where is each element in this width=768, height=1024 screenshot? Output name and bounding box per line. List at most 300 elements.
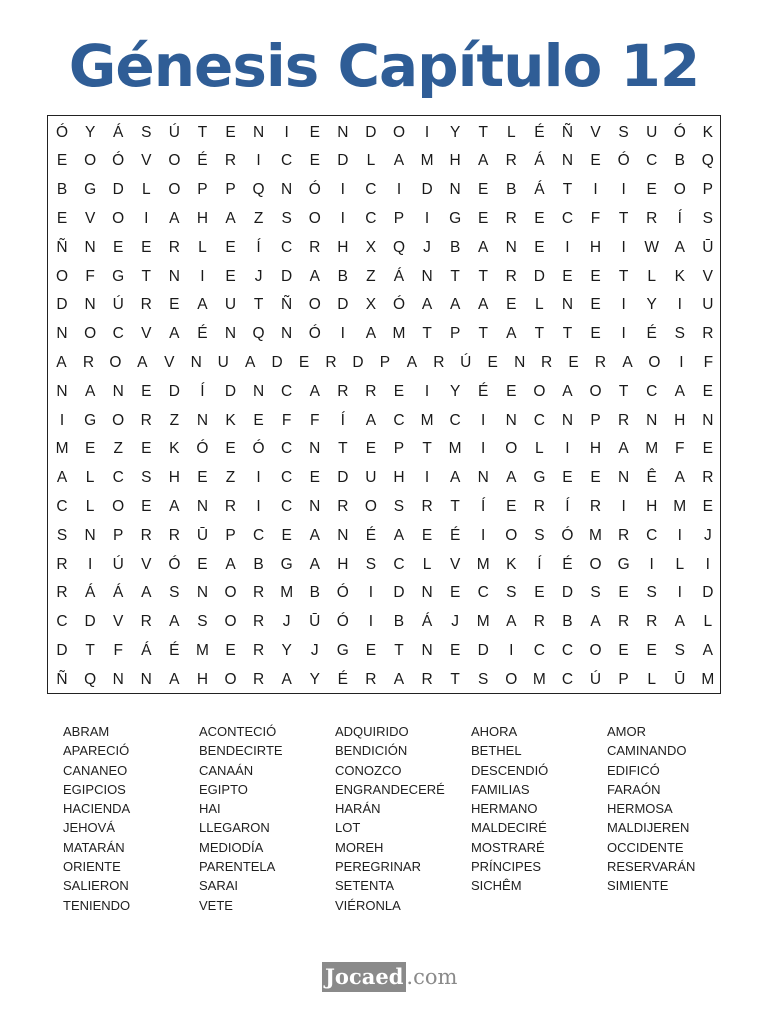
grid-letter: H: [337, 238, 349, 256]
grid-letter: E: [84, 440, 96, 458]
grid-letter: R: [365, 670, 377, 688]
grid-letter: O: [109, 353, 122, 371]
grid-row: [48, 579, 722, 608]
word-item: AHORA: [471, 724, 518, 739]
grid-letter: I: [424, 382, 430, 400]
grid-letter: L: [506, 123, 516, 141]
grid-letter: K: [506, 555, 517, 573]
grid-letter: E: [225, 440, 236, 458]
grid-row: [48, 377, 722, 406]
grid-letter: D: [84, 613, 96, 631]
word-column: [63, 722, 199, 915]
grid-letter: R: [421, 497, 433, 515]
grid-letter: P: [197, 181, 208, 199]
grid-letter: X: [365, 296, 377, 314]
grid-letter: I: [87, 555, 93, 573]
grid-letter: S: [478, 670, 489, 688]
grid-letter: N: [702, 411, 714, 429]
grid-letter: Ó: [196, 440, 209, 458]
grid-letter: R: [646, 209, 658, 227]
grid-letter: I: [256, 497, 261, 515]
word-item: MOSTRARÉ: [471, 839, 545, 855]
grid-letter: D: [477, 641, 489, 659]
word-item: TENIENDO: [63, 897, 131, 913]
grid-letter: T: [478, 123, 488, 141]
grid-letter: O: [308, 296, 321, 314]
grid-letter: É: [534, 123, 545, 141]
grid-letter: K: [702, 123, 713, 141]
logo-name: Jocaed: [322, 962, 406, 992]
grid-letter: N: [421, 267, 433, 285]
grid-letter: A: [309, 382, 320, 400]
grid-letter: O: [224, 584, 237, 602]
grid-letter: T: [478, 325, 488, 343]
word-item: LOT: [335, 820, 361, 836]
grid-letter: F: [85, 267, 95, 285]
grid-letter: Í: [256, 238, 261, 256]
grid-letter: I: [565, 440, 570, 458]
grid-letter: O: [589, 555, 602, 573]
grid-letter: L: [422, 555, 432, 573]
grid-letter: R: [505, 152, 517, 170]
word-item: ORIENTE: [63, 859, 121, 875]
grid-letter: D: [224, 382, 237, 400]
grid-letter: N: [646, 411, 658, 429]
grid-letter: D: [533, 267, 545, 285]
grid-letter: E: [169, 296, 180, 314]
grid-letter: L: [141, 181, 151, 199]
grid-letter: I: [593, 181, 598, 199]
grid-letter: Á: [534, 181, 545, 199]
word-item: EGIPCIOS: [63, 781, 126, 797]
grid-letter: R: [433, 353, 445, 371]
word-item: ACONTECIÓ: [199, 724, 277, 739]
grid-letter: L: [198, 238, 207, 256]
grid-letter: A: [622, 353, 633, 371]
grid-letter: H: [168, 469, 180, 487]
grid-letter: É: [562, 555, 573, 573]
grid-letter: T: [450, 670, 460, 688]
grid-letter: A: [478, 152, 489, 170]
grid-letter: R: [140, 296, 152, 314]
grid-letter: R: [224, 152, 237, 170]
grid-letter: S: [169, 584, 180, 602]
grid-letter: N: [449, 181, 461, 199]
word-item: SARAI: [199, 878, 239, 894]
grid-letter: L: [366, 152, 376, 170]
grid-letter: M: [392, 325, 406, 343]
grid-letter: L: [85, 469, 95, 487]
grid-letter: I: [424, 469, 430, 487]
grid-letter: É: [449, 526, 461, 544]
grid-letter: A: [674, 613, 685, 631]
grid-letter: A: [169, 497, 180, 515]
grid-letter: D: [281, 267, 293, 285]
grid-letter: U: [702, 296, 714, 314]
grid-letter: Á: [421, 613, 433, 631]
word-item: EGIPTO: [199, 781, 248, 797]
grid-letter: P: [449, 325, 461, 343]
grid-letter: I: [340, 325, 345, 343]
grid-letter: R: [224, 497, 237, 515]
grid-letter: G: [617, 555, 630, 573]
grid-letter: A: [449, 469, 461, 487]
grid-letter: N: [196, 584, 209, 602]
grid-letter: Ó: [561, 526, 574, 544]
grid-letter: D: [337, 152, 349, 170]
grid-letter: N: [112, 670, 124, 688]
grid-letter: R: [337, 497, 349, 515]
grid-letter: D: [56, 641, 68, 659]
grid-letter: J: [310, 641, 319, 659]
grid-letter: A: [702, 641, 713, 659]
grid-letter: G: [112, 267, 125, 285]
grid-letter: I: [424, 123, 430, 141]
word-item: CONOZCO: [335, 762, 402, 778]
grid-letter: B: [56, 181, 68, 199]
grid-letter: E: [309, 469, 320, 487]
grid-letter: R: [325, 353, 337, 371]
grid-letter: J: [703, 526, 712, 544]
grid-letter: Ū: [196, 526, 209, 544]
grid-letter: T: [85, 641, 95, 659]
grid-letter: R: [505, 209, 517, 227]
grid-letter: Z: [225, 469, 236, 487]
word-item: EDIFICÓ: [607, 762, 660, 778]
grid-letter: É: [365, 526, 377, 544]
grid-letter: B: [449, 238, 461, 256]
grid-letter: A: [506, 469, 517, 487]
grid-letter: C: [561, 670, 574, 688]
grid-letter: N: [337, 123, 349, 141]
grid-letter: Ú: [589, 670, 602, 688]
grid-letter: V: [141, 555, 152, 573]
word-item: HARÁN: [335, 801, 381, 817]
grid-letter: E: [141, 497, 152, 515]
grid-row: [48, 147, 722, 176]
grid-letter: Ñ: [561, 123, 574, 141]
grid-row: [48, 435, 722, 464]
grid-letter: T: [197, 123, 208, 141]
grid-letter: Y: [449, 382, 461, 400]
grid-letter: Í: [200, 382, 205, 400]
grid-letter: N: [281, 181, 293, 199]
grid-letter: Á: [84, 584, 96, 602]
grid-letter: Ó: [56, 123, 69, 141]
grid-letter: A: [137, 353, 148, 371]
grid-letter: S: [590, 584, 601, 602]
grid-letter: T: [618, 267, 629, 285]
grid-row: [48, 348, 722, 377]
grid-letter: P: [225, 181, 236, 199]
grid-letter: M: [645, 440, 659, 458]
grid-letter: E: [506, 497, 517, 515]
grid-letter: O: [533, 382, 546, 400]
grid-letter: N: [84, 526, 96, 544]
grid-letter: I: [340, 209, 345, 227]
grid-letter: C: [561, 641, 574, 659]
grid-row: [48, 636, 722, 665]
grid-letter: F: [590, 209, 601, 227]
grid-letter: N: [309, 497, 321, 515]
grid-letter: R: [617, 526, 630, 544]
grid-letter: T: [534, 325, 545, 343]
grid-letter: Q: [392, 238, 405, 256]
grid-letter: I: [481, 411, 486, 429]
grid-letter: Ê: [646, 469, 657, 487]
word-item: CANANEO: [63, 762, 128, 778]
grid-letter: E: [618, 584, 629, 602]
grid-letter: R: [252, 641, 265, 659]
grid-letter: Y: [449, 123, 461, 141]
grid-letter: G: [533, 469, 546, 487]
word-item: SIMIENTE: [607, 878, 669, 894]
grid-letter: A: [309, 267, 320, 285]
grid-letter: C: [646, 382, 658, 400]
grid-letter: N: [196, 411, 209, 429]
grid-letter: G: [280, 555, 293, 573]
grid-letter: N: [309, 440, 321, 458]
grid-letter: C: [112, 469, 124, 487]
grid-letter: M: [476, 613, 490, 631]
grid-letter: U: [217, 353, 229, 371]
logo-tld: .com: [406, 965, 458, 989]
grid-letter: I: [677, 526, 682, 544]
grid-letter: R: [140, 613, 152, 631]
grid-row: [48, 521, 722, 550]
grid-letter: N: [190, 353, 202, 371]
grid-letter: U: [224, 296, 237, 314]
grid-letter: N: [281, 325, 293, 343]
grid-letter: C: [56, 497, 68, 515]
grid-letter: N: [224, 325, 237, 343]
grid-letter: T: [422, 325, 432, 343]
grid-letter: P: [393, 209, 405, 227]
grid-letter: E: [702, 497, 713, 515]
grid-letter: É: [646, 325, 657, 343]
grid-letter: Q: [84, 670, 97, 688]
grid-letter: S: [141, 123, 152, 141]
grid-letter: H: [393, 469, 405, 487]
grid-letter: N: [561, 152, 574, 170]
grid-letter: N: [140, 670, 152, 688]
grid-letter: O: [56, 267, 69, 285]
grid-letter: C: [365, 181, 377, 199]
grid-row: [48, 262, 722, 291]
grid-row: [48, 406, 722, 435]
grid-letter: O: [84, 325, 97, 343]
grid-letter: A: [478, 296, 489, 314]
grid-letter: I: [621, 497, 626, 515]
grid-letter: Z: [113, 440, 123, 458]
grid-letter: N: [252, 123, 265, 141]
grid-letter: Q: [252, 325, 265, 343]
grid-letter: D: [352, 353, 364, 371]
grid-letter: R: [252, 613, 265, 631]
grid-letter: E: [646, 641, 657, 659]
word-item: MALDECIRÉ: [471, 820, 547, 836]
grid-letter: C: [393, 555, 405, 573]
grid-letter: T: [450, 267, 460, 285]
word-item: MOREH: [335, 839, 384, 855]
grid-letter: K: [225, 411, 236, 429]
grid-letter: E: [393, 382, 405, 400]
grid-letter: O: [673, 181, 686, 199]
grid-letter: Ó: [617, 152, 630, 170]
grid-letter: I: [340, 181, 345, 199]
grid-letter: C: [112, 325, 124, 343]
grid-letter: F: [310, 411, 320, 429]
grid-letter: E: [56, 152, 68, 170]
grid-letter: V: [84, 209, 96, 227]
grid-letter: P: [590, 411, 601, 429]
grid-letter: L: [647, 267, 656, 285]
grid-letter: C: [561, 209, 574, 227]
grid-letter: O: [224, 670, 237, 688]
grid-letter: Ū: [309, 613, 321, 631]
word-item: BETHEL: [471, 743, 522, 759]
grid-letter: R: [702, 469, 714, 487]
grid-letter: O: [589, 382, 602, 400]
grid-letter: N: [196, 497, 209, 515]
grid-letter: N: [617, 469, 630, 487]
grid-letter: N: [56, 382, 68, 400]
grid-letter: É: [197, 325, 208, 343]
word-item: HACIENDA: [63, 801, 131, 817]
grid-letter: P: [702, 181, 713, 199]
grid-letter: C: [365, 209, 377, 227]
grid-letter: Ó: [336, 584, 349, 602]
grid-letter: A: [393, 670, 405, 688]
grid-letter: D: [271, 353, 283, 371]
grid-letter: C: [646, 152, 658, 170]
grid-letter: D: [421, 181, 433, 199]
grid-letter: S: [506, 584, 517, 602]
grid-letter: T: [562, 181, 573, 199]
grid-letter: C: [281, 497, 293, 515]
grid-letter: R: [533, 497, 545, 515]
grid-letter: E: [590, 325, 601, 343]
grid-letter: I: [481, 526, 486, 544]
grid-letter: P: [618, 670, 629, 688]
grid-letter: N: [561, 411, 574, 429]
grid-letter: K: [169, 440, 180, 458]
grid-letter: I: [509, 641, 514, 659]
grid-letter: M: [55, 440, 69, 458]
grid-letter: I: [284, 123, 289, 141]
grid-letter: D: [337, 469, 349, 487]
word-item: DESCENDIÓ: [471, 762, 549, 778]
grid-letter: E: [702, 382, 713, 400]
grid-letter: É: [169, 641, 180, 659]
grid-letter: B: [337, 267, 348, 285]
grid-letter: E: [113, 238, 124, 256]
grid-letter: L: [675, 555, 685, 573]
grid-letter: V: [702, 267, 713, 285]
grid-letter: R: [252, 584, 265, 602]
grid-letter: O: [505, 440, 518, 458]
grid-letter: S: [674, 641, 685, 659]
grid-letter: D: [337, 296, 349, 314]
grid-letter: Q: [701, 152, 714, 170]
grid-letter: D: [561, 584, 574, 602]
grid-letter: I: [59, 411, 65, 429]
grid-letter: R: [168, 238, 180, 256]
grid-letter: E: [590, 469, 601, 487]
grid-letter: Ñ: [56, 238, 68, 256]
grid-letter: B: [253, 555, 264, 573]
grid-letter: I: [396, 181, 402, 199]
grid-letter: V: [590, 123, 601, 141]
grid-letter: A: [309, 526, 320, 544]
word-item: ADQUIRIDO: [335, 724, 409, 739]
grid-letter: I: [621, 181, 626, 199]
grid-letter: A: [618, 440, 629, 458]
grid-letter: O: [168, 181, 181, 199]
grid-letter: E: [298, 353, 310, 371]
grid-letter: C: [281, 152, 293, 170]
grid-letter: O: [648, 353, 661, 371]
grid-letter: Ū: [674, 670, 686, 688]
grid-letter: H: [196, 209, 209, 227]
grid-letter: R: [421, 670, 433, 688]
grid-letter: A: [674, 382, 685, 400]
grid-letter: S: [618, 123, 629, 141]
word-item: SALIERON: [63, 878, 129, 894]
grid-letter: P: [225, 526, 236, 544]
grid-letter: T: [618, 209, 629, 227]
grid-letter: T: [253, 296, 264, 314]
grid-letter: Ó: [252, 440, 265, 458]
grid-letter: J: [254, 267, 263, 285]
word-list: [63, 722, 743, 915]
grid-letter: I: [424, 209, 430, 227]
grid-letter: E: [534, 209, 545, 227]
grid-letter: L: [703, 613, 713, 631]
grid-letter: H: [449, 152, 461, 170]
grid-letter: O: [505, 526, 518, 544]
grid-letter: A: [506, 325, 517, 343]
grid-letter: O: [168, 152, 181, 170]
grid-row: [48, 320, 722, 349]
word-item: PEREGRINAR: [335, 859, 421, 875]
grid-letter: M: [280, 584, 294, 602]
word-item: JEHOVÁ: [63, 820, 116, 836]
grid-letter: I: [679, 353, 684, 371]
grid-letter: C: [56, 613, 68, 631]
site-logo[interactable]: [322, 960, 457, 994]
word-column: [199, 722, 335, 915]
grid-letter: G: [449, 209, 462, 227]
grid-letter: N: [56, 325, 68, 343]
grid-letter: É: [337, 670, 348, 688]
grid-letter: S: [393, 497, 405, 515]
grid-letter: Y: [84, 123, 96, 141]
word-item: PRÍNCIPES: [471, 859, 542, 875]
grid-letter: G: [84, 181, 97, 199]
grid-letter: L: [535, 296, 544, 314]
word-item: MATARÁN: [63, 839, 125, 855]
grid-letter: M: [589, 526, 602, 544]
grid-row: [48, 118, 722, 147]
grid-letter: A: [225, 555, 236, 573]
grid-letter: C: [449, 411, 461, 429]
grid-letter: S: [646, 584, 657, 602]
grid-letter: R: [82, 353, 95, 371]
grid-letter: Ú: [168, 123, 180, 141]
grid-letter: D: [702, 584, 714, 602]
word-column: [607, 722, 743, 915]
